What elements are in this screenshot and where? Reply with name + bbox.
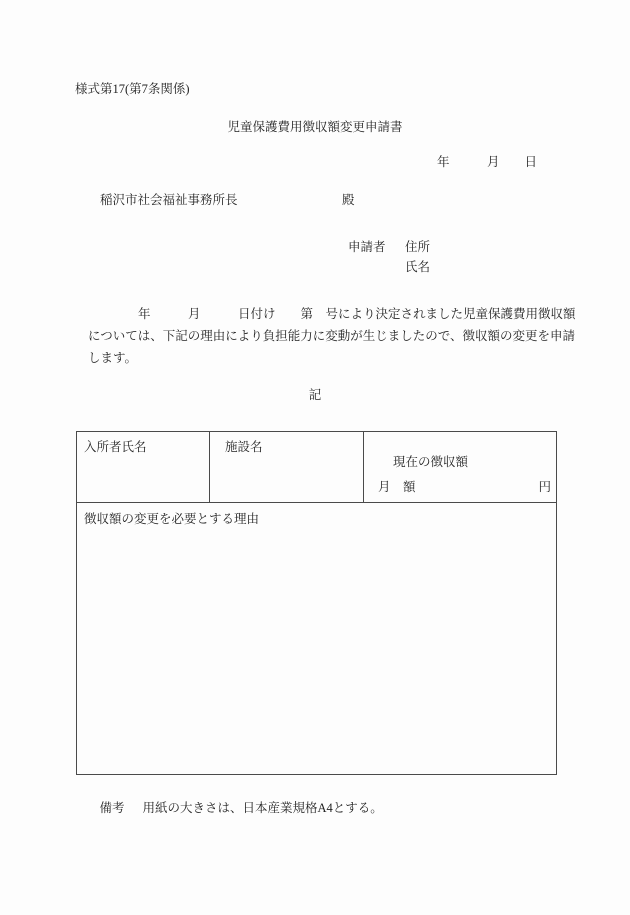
applicant-address-label: 住所 <box>405 240 431 254</box>
body-paragraph-line-1: 年 月 日付け 第 号により決定されました児童保護費用徴収額 <box>88 307 576 321</box>
footnote-label: 備考 <box>99 801 125 815</box>
reason-label: 徴収額の変更を必要とする理由 <box>84 512 260 526</box>
date-fill-in-line: 年 月 日 <box>437 155 538 169</box>
form-title: 児童保護費用徴収額変更申請書 <box>227 120 403 134</box>
fee-table <box>76 431 557 775</box>
table-header-resident-name: 入所者氏名 <box>77 432 210 502</box>
addressee-honorific: 殿 <box>342 193 355 207</box>
body-paragraph <box>88 303 588 369</box>
monthly-amount-label: 月 額 <box>378 480 416 494</box>
table-header-facility-name: 施設名 <box>210 432 364 502</box>
addressee-name: 稲沢市社会福祉事務所長 <box>100 193 238 207</box>
footnote-text: 用紙の大きさは、日本産業規格A4とする。 <box>142 801 383 815</box>
body-paragraph-line-2: については、下記の理由により負担能力に変動が生じましたので、徴収額の変更を申請 <box>88 329 576 343</box>
body-paragraph-line-3: します。 <box>88 351 138 365</box>
applicant-label: 申請者 <box>348 240 386 254</box>
reason-section <box>77 503 556 774</box>
yen-unit-label: 円 <box>538 480 551 494</box>
fee-table-header-row <box>77 432 556 503</box>
current-amount-label: 現在の徴収額 <box>393 455 469 469</box>
table-header-current-amount <box>364 432 556 502</box>
form-number: 様式第17(第7条関係) <box>75 82 190 96</box>
record-heading: 記 <box>308 388 322 402</box>
footnote <box>87 786 383 815</box>
applicant-name-label: 氏名 <box>405 260 431 274</box>
